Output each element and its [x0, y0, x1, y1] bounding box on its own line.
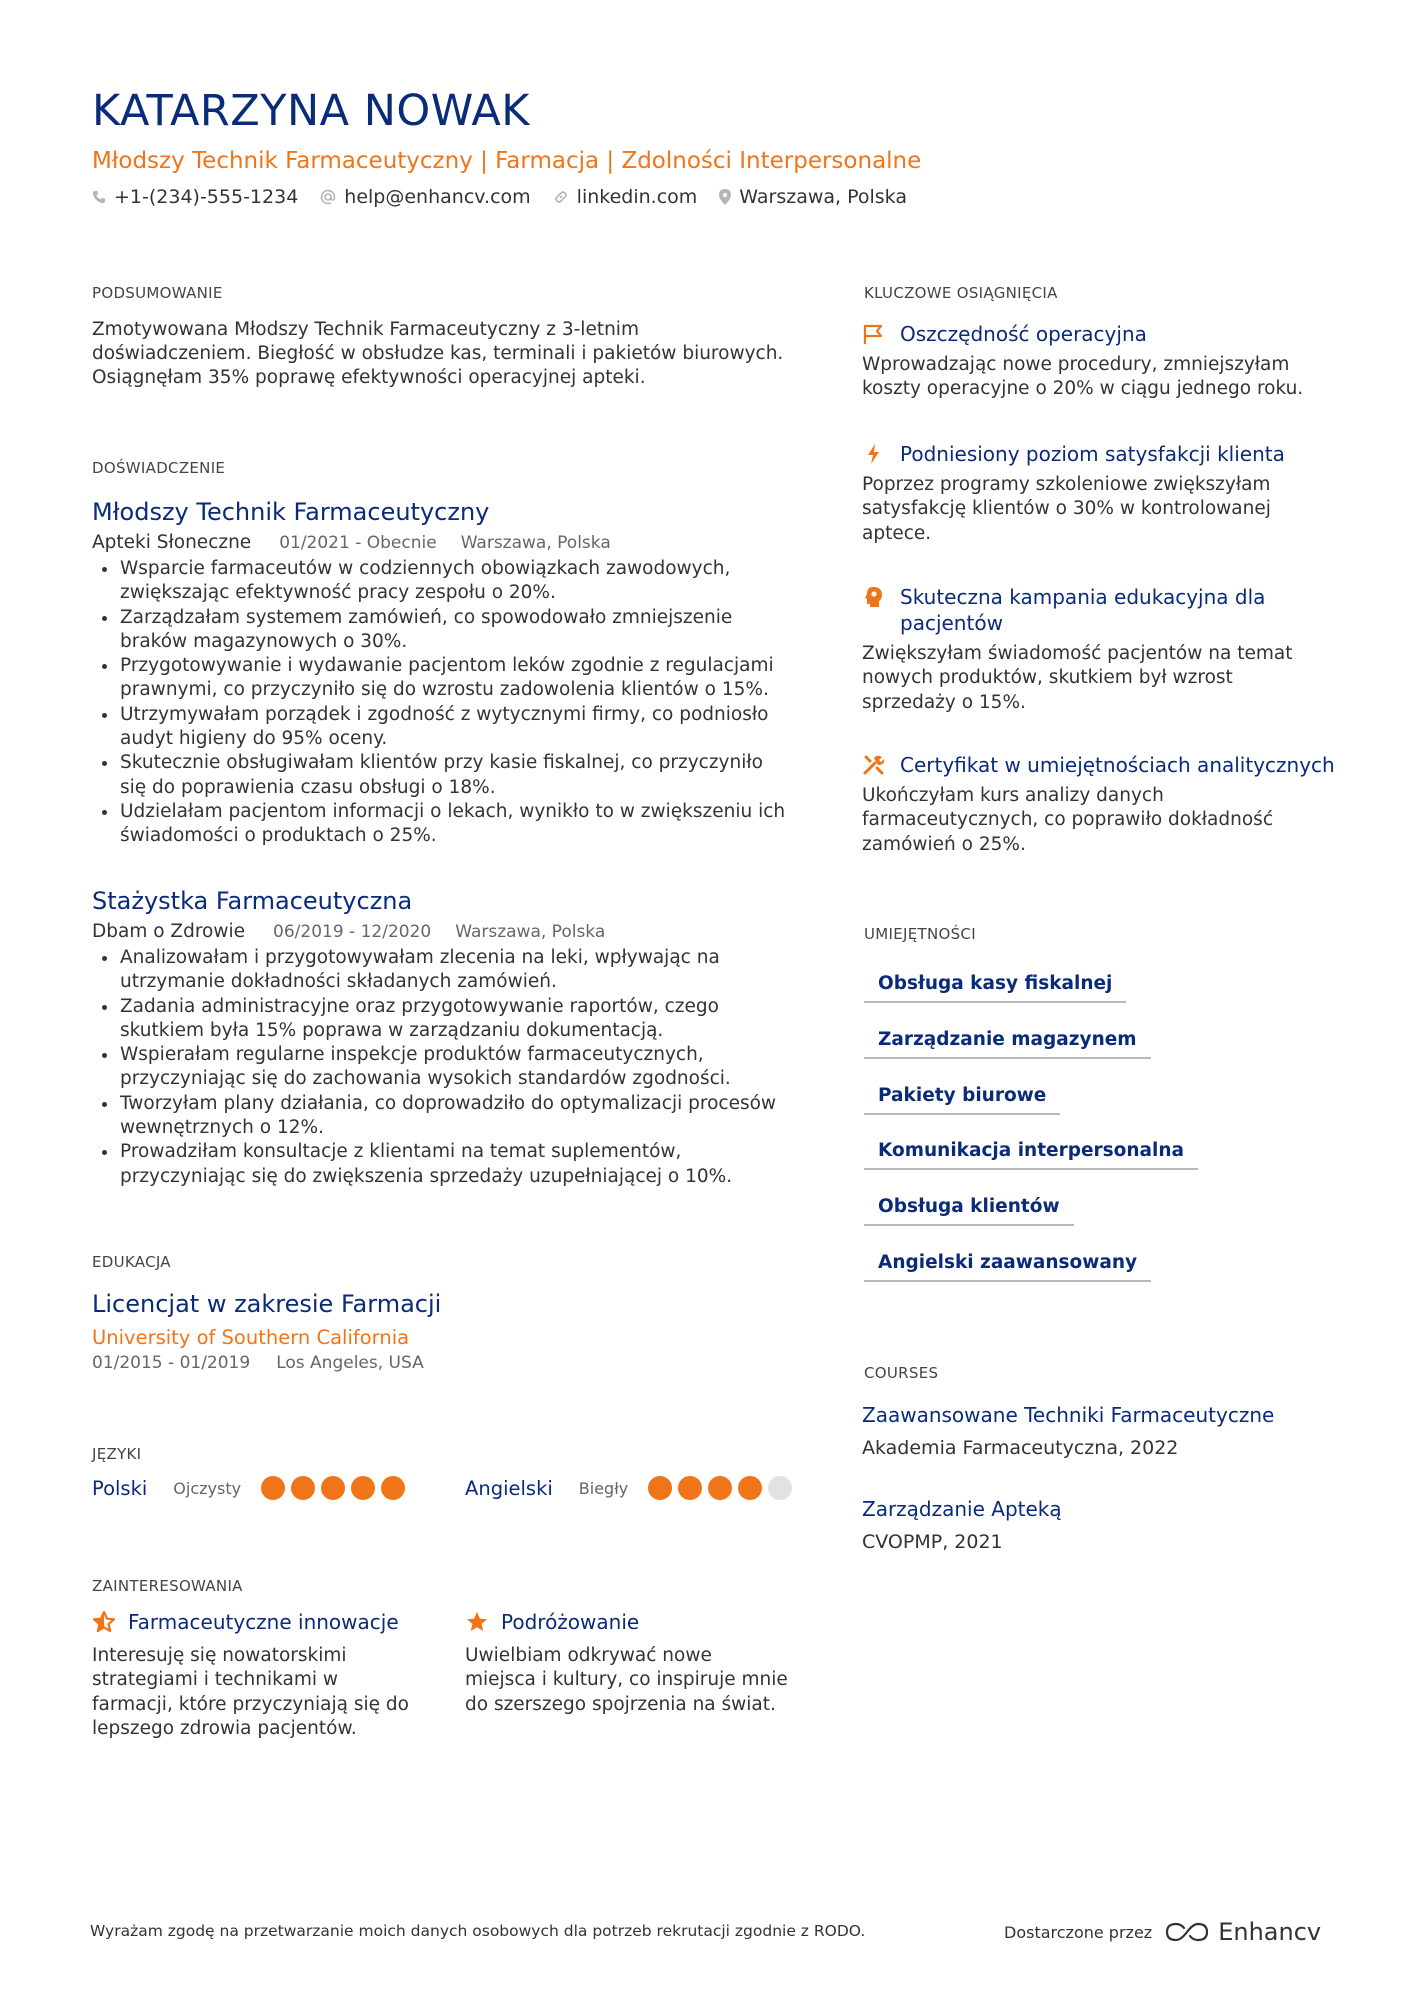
tools-icon — [862, 754, 886, 776]
bullet-item: Udzielałam pacjentom informacji o lekach, wynikło to w zwiększeniu ich świadomości o produktach o 25%. — [92, 800, 792, 849]
rating-dot-filled — [648, 1476, 672, 1500]
language-level: Ojczysty — [173, 1478, 242, 1498]
achievement-title: Skuteczna kampania edukacyjna dla pacjentów — [900, 585, 1266, 635]
bullet-item: Zadania administracyjne oraz przygotowywanie raportów, czego skutkiem była 15% poprawa w zarządzaniu dokumentacją. — [92, 995, 792, 1044]
rating-dot-filled — [678, 1476, 702, 1500]
rating-dot-filled — [381, 1476, 405, 1500]
achievement-head — [862, 441, 1342, 467]
achievement-description: Poprzez programy szkoleniowe zwiększyłam satysfakcję klientów o 30% w kontrolowanej aptece. — [862, 474, 1271, 544]
summary-line: Zmotywowana Młodszy Technik Farmaceutyczny z 3-letnim — [92, 319, 639, 340]
achievements-section-title: KLUCZOWE OSIĄGNIĘCIA — [864, 284, 1058, 302]
summary-text — [92, 318, 792, 390]
summary-section-title: PODSUMOWANIE — [92, 284, 223, 302]
course-item — [862, 1497, 1342, 1553]
language-rating — [648, 1476, 798, 1500]
language-name: Angielski — [465, 1476, 553, 1500]
head-icon — [862, 586, 886, 608]
course-name: Zaawansowane Techniki Farmaceutyczne — [862, 1403, 1275, 1427]
education-dates: 01/2015 - 01/2019 — [92, 1353, 251, 1373]
education-school: University of Southern California — [92, 1326, 410, 1349]
job-meta — [92, 921, 792, 942]
bullet-item: Prowadziłam konsultacje z klientami na temat suplementów, przyczyniając się do zwiększenia sprzedaży uzupełniającej o 10%. — [92, 1140, 792, 1189]
education-section-title: EDUKACJA — [92, 1253, 171, 1271]
consent-note: Wyrażam zgodę na przetwarzanie moich danych osobowych dla potrzeb rekrutacji zgodnie z RODO. — [90, 1922, 866, 1940]
interest-description: Interesuję się nowatorskimi strategiami i technikami w farmacji, które przyczyniają się do lepszego zdrowia pacjentów. — [92, 1645, 409, 1739]
course-detail: Akademia Farmaceutyczna, 2022 — [862, 1437, 1179, 1459]
education-meta — [92, 1353, 424, 1373]
achievement-head — [862, 321, 1342, 347]
interest-name: Farmaceutyczne innowacje — [128, 1610, 399, 1634]
achievement-description: Ukończyłam kurs analizy danych farmaceutycznych, co poprawiło dokładność zamówień o 25%. — [862, 785, 1273, 855]
summary-line: doświadczeniem. Biegłość w obsłudze kas, terminali i pakietów biurowych. — [92, 343, 784, 364]
achievement-title: Oszczędność operacyjna — [900, 322, 1147, 346]
course-name: Zarządzanie Apteką — [862, 1497, 1062, 1521]
flag-icon — [862, 323, 886, 345]
brand-logo — [1164, 1918, 1321, 1946]
brand-name: Enhancv — [1218, 1918, 1322, 1946]
lightning-icon — [862, 443, 886, 465]
achievement-description: Zwiększyłam świadomość pacjentów na temat nowych produktów, skutkiem był wzrost sprzedaży o 15%. — [862, 643, 1293, 713]
job-title: Stażystka Farmaceutyczna — [92, 887, 413, 915]
job-bullets — [92, 557, 792, 849]
job-meta — [92, 532, 792, 553]
bullet-item: Analizowałam i przygotowywałam zlecenia na leki, wpływając na utrzymanie dokładności składanych zamówień. — [92, 946, 792, 995]
rating-dot-filled — [321, 1476, 345, 1500]
bullet-item: Skutecznie obsługiwałam klientów przy kasie fiskalnej, co przyczyniło się do poprawienia czasu obsługi o 18%. — [92, 751, 792, 800]
education-location: Los Angeles, USA — [276, 1353, 424, 1373]
bullet-item: Tworzyłam plany działania, co doprowadziło do optymalizacji procesów wewnętrznych o 12%. — [92, 1092, 792, 1141]
interest-item — [465, 1610, 795, 1717]
phone-text: +1-(234)-555-1234 — [114, 186, 299, 208]
interests-section-title: ZAINTERESOWANIA — [92, 1577, 243, 1595]
job-dates: 01/2021 - Obecnie — [279, 533, 437, 553]
rating-dot-filled — [291, 1476, 315, 1500]
bullet-item: Wspierałam regularne inspekcje produktów farmaceutycznych, przyczyniając się do zachowania wysokich standardów zgodności. — [92, 1043, 792, 1092]
contact-email[interactable] — [320, 186, 530, 208]
phone-icon — [92, 190, 106, 204]
contact-linkedin[interactable] — [553, 186, 698, 208]
achievement-item — [862, 441, 1342, 546]
skill-tag: Komunikacja interpersonalna — [864, 1140, 1198, 1170]
courses-section-title: COURSES — [864, 1364, 939, 1382]
rating-dot-filled — [261, 1476, 285, 1500]
interest-head — [465, 1610, 795, 1634]
candidate-tagline: Młodszy Technik Farmaceutyczny | Farmacja | Zdolności Interpersonalne — [92, 148, 922, 174]
language-item — [92, 1476, 411, 1500]
job-dates: 06/2019 - 12/2020 — [273, 922, 432, 942]
link-icon — [553, 189, 569, 205]
interest-head — [92, 1610, 422, 1634]
star-filled-icon — [465, 1610, 489, 1634]
rating-dot-filled — [351, 1476, 375, 1500]
languages-section-title: JĘZYKI — [92, 1445, 142, 1463]
at-icon — [320, 189, 336, 205]
location-text: Warszawa, Polska — [739, 186, 907, 208]
star-outline-icon — [92, 1610, 116, 1634]
job-bullets — [92, 946, 792, 1189]
language-name: Polski — [92, 1476, 148, 1500]
summary-line: Osiągnęłam 35% poprawę efektywności operacyjnej apteki. — [92, 367, 646, 388]
skill-tag: Angielski zaawansowany — [864, 1252, 1151, 1282]
language-item — [465, 1476, 798, 1500]
job-location: Warszawa, Polska — [460, 533, 611, 553]
bullet-item: Przygotowywanie i wydawanie pacjentom leków zgodnie z regulacjami prawnymi, co przyczyniło się do wzrostu zadowolenia klientów o 15%. — [92, 654, 792, 703]
bullet-item: Utrzymywałam porządek i zgodność z wytycznymi firmy, co podniosło audyt higieny do 95% oceny. — [92, 703, 792, 752]
interest-item — [92, 1610, 422, 1741]
linkedin-text: linkedin.com — [576, 186, 698, 208]
interest-description: Uwielbiam odkrywać nowe miejsca i kultury, co inspiruje mnie do szerszego spojrzenia na świat. — [465, 1645, 788, 1715]
skill-tag: Obsługa kasy fiskalnej — [864, 973, 1126, 1003]
rating-dot-empty — [768, 1476, 792, 1500]
powered-by[interactable] — [1004, 1918, 1321, 1946]
achievement-title: Certyfikat w umiejętnościach analitycznych — [900, 753, 1335, 777]
experience-section-title: DOŚWIADCZENIE — [92, 459, 226, 477]
achievement-item — [862, 584, 1342, 715]
email-text: help@enhancv.com — [344, 186, 531, 208]
achievement-title: Podniesiony poziom satysfakcji klienta — [900, 442, 1285, 466]
contact-phone[interactable] — [92, 186, 298, 208]
skills-section-title: UMIEJĘTNOŚCI — [864, 925, 976, 943]
interest-name: Podróżowanie — [501, 1610, 640, 1634]
skill-tag: Pakiety biurowe — [864, 1085, 1060, 1115]
candidate-name: KATARZYNA NOWAK — [92, 86, 531, 136]
job-entry — [92, 887, 792, 1189]
education-degree: Licencjat w zakresie Farmacji — [92, 1290, 442, 1318]
powered-by-label: Dostarczone przez — [1004, 1922, 1153, 1942]
contact-bar — [92, 186, 929, 208]
skill-tag: Zarządzanie magazynem — [864, 1029, 1151, 1059]
achievement-description: Wprowadzając nowe procedury, zmniejszyłam koszty operacyjne o 20% w ciągu jednego roku. — [862, 354, 1304, 400]
course-item — [862, 1403, 1342, 1459]
bullet-item: Zarządzałam systemem zamówień, co spowodowało zmniejszenie braków magazynowych o 30%. — [92, 606, 792, 655]
contact-location — [719, 186, 907, 208]
job-location: Warszawa, Polska — [455, 922, 606, 942]
achievement-item — [862, 321, 1342, 402]
job-company: Dbam o Zdrowie — [92, 921, 246, 942]
language-level: Biegły — [578, 1478, 629, 1498]
bullet-item: Wsparcie farmaceutów w codziennych obowiązkach zawodowych, zwiększając efektywność pracy zespołu o 20%. — [92, 557, 792, 606]
enhancv-logo-icon — [1164, 1919, 1210, 1945]
achievement-head — [862, 584, 1342, 636]
achievement-head — [862, 752, 1342, 778]
achievement-item — [862, 752, 1342, 857]
rating-dot-filled — [738, 1476, 762, 1500]
language-rating — [261, 1476, 411, 1500]
course-detail: CVOPMP, 2021 — [862, 1531, 1003, 1553]
job-company: Apteki Słoneczne — [92, 532, 252, 553]
location-pin-icon — [719, 189, 731, 205]
skill-tag: Obsługa klientów — [864, 1196, 1074, 1226]
rating-dot-filled — [708, 1476, 732, 1500]
job-entry — [92, 498, 792, 849]
job-title: Młodszy Technik Farmaceutyczny — [92, 498, 490, 526]
